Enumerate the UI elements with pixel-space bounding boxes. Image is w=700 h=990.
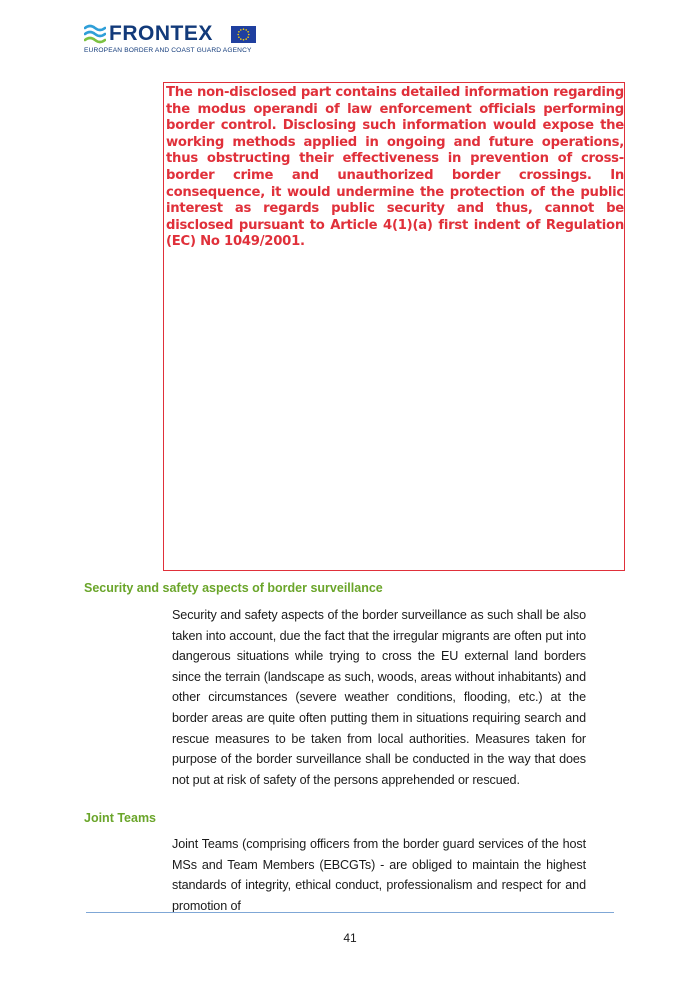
section-body-joint-teams: Joint Teams (comprising officers from the border guard services of the host MSs and Team Members (EBCGTs) - are obliged to maintain the highest standards of integrity, ethical conduct, professionalism and respect for and promotion of [172, 837, 586, 913]
section-heading-security: Security and safety aspects of border surveillance [84, 581, 383, 595]
frontex-logo [84, 22, 264, 58]
redaction-notice: The non-disclosed part contains detailed information regarding the modus operandi of law enforcement officials performing border control. Disclosing such information would expose the working methods applied in ongoing and future operations, thus obstructing their effectiveness in prevention of cross-border crime and unauthorized border crossings. In consequence, it would undermine the protection of the public interest as regards public security and thus, cannot be disclosed pursuant to Article 4(1)(a) first indent of Regulation (EC) No 1049/2001. [166, 85, 624, 250]
redaction-box [163, 82, 625, 571]
section-heading-joint-teams: Joint Teams [84, 811, 157, 825]
eu-flag-icon [231, 26, 256, 43]
section-body-security: Security and safety aspects of the border surveillance as such shall be also taken into account, due the fact that the irregular migrants are often put into dangerous situations while trying to cross the EU external land borders since the terrain (landscape as such, woods, areas without inhabitants) and other circumstances (severe weather conditions, flooding, etc.) at the border areas are quite often putting them in situations requiring search and rescue measures to be taken from local authorities. Measures taken for purpose of the border surveillance shall be conducted in the way that does not put at risk of safety of the persons apprehended or rescued. [172, 608, 586, 787]
logo-tagline: EUROPEAN BORDER AND COAST GUARD AGENCY [84, 47, 252, 54]
page-number: 41 [343, 931, 357, 945]
frontex-waves-icon [84, 24, 106, 44]
logo-name: FRONTEX [109, 22, 213, 45]
footer-divider [86, 912, 614, 913]
